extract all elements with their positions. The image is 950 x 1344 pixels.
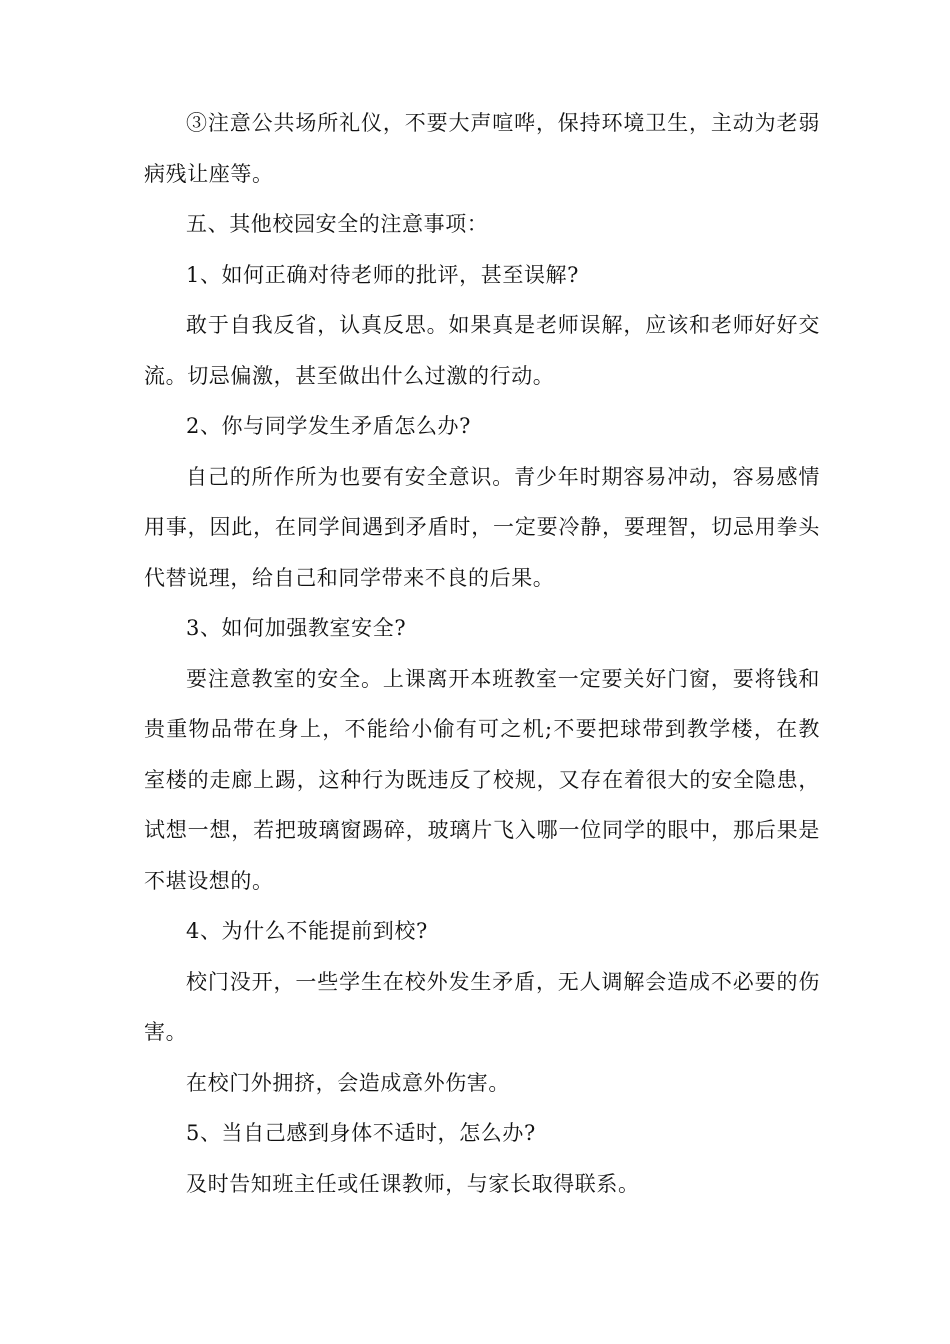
answer-3: 要注意教室的安全。上课离开本班教室一定要关好门窗，要将钱和贵重物品带在身上，不能给小偷有可之机;不要把球带到教学楼，在教室楼的走廊上踢，这种行为既违反了校规，又存在着很大的安全隐患，试想一想，若把玻璃窗踢碎，玻璃片飞入哪一位同学的眼中，那后果是不堪设想的。 [144,666,820,893]
answer-1: 敢于自我反省，认真反思。如果真是老师误解，应该和老师好好交流。切忌偏激，甚至做出什么过激的行动。 [144,313,820,388]
question-1: 1、如何正确对待老师的批评，甚至误解? [186,262,580,287]
question-3: 3、如何加强教室安全? [186,616,407,640]
question-5: 5、当自己感到身体不适时，怎么办? [186,1121,536,1145]
question-4: 4、为什么不能提前到校? [186,919,428,943]
section-heading-other-safety: 五、其他校园安全的注意事项： [186,212,489,236]
answer-2: 自己的所作所为也要有安全意识。青少年时期容易冲动，容易感情用事，因此，在同学间遇到矛盾时，一定要冷静，要理智，切忌用拳头代替说理，给自己和同学带来不良的后果。 [144,464,820,590]
question-2: 2、你与同学发生矛盾怎么办? [186,414,472,438]
answer-5: 及时告知班主任或任课教师，与家长取得联系。 [186,1171,640,1196]
answer-4a: 校门没开，一些学生在校外发生矛盾，无人调解会造成不必要的伤害。 [144,969,820,1044]
document-body [144,98,820,1209]
paragraph-etiquette: ③注意公共场所礼仪，不要大声喧哗，保持环境卫生，主动为老弱病残让座等。 [144,111,820,186]
answer-4b: 在校门外拥挤，会造成意外伤害。 [186,1070,510,1095]
